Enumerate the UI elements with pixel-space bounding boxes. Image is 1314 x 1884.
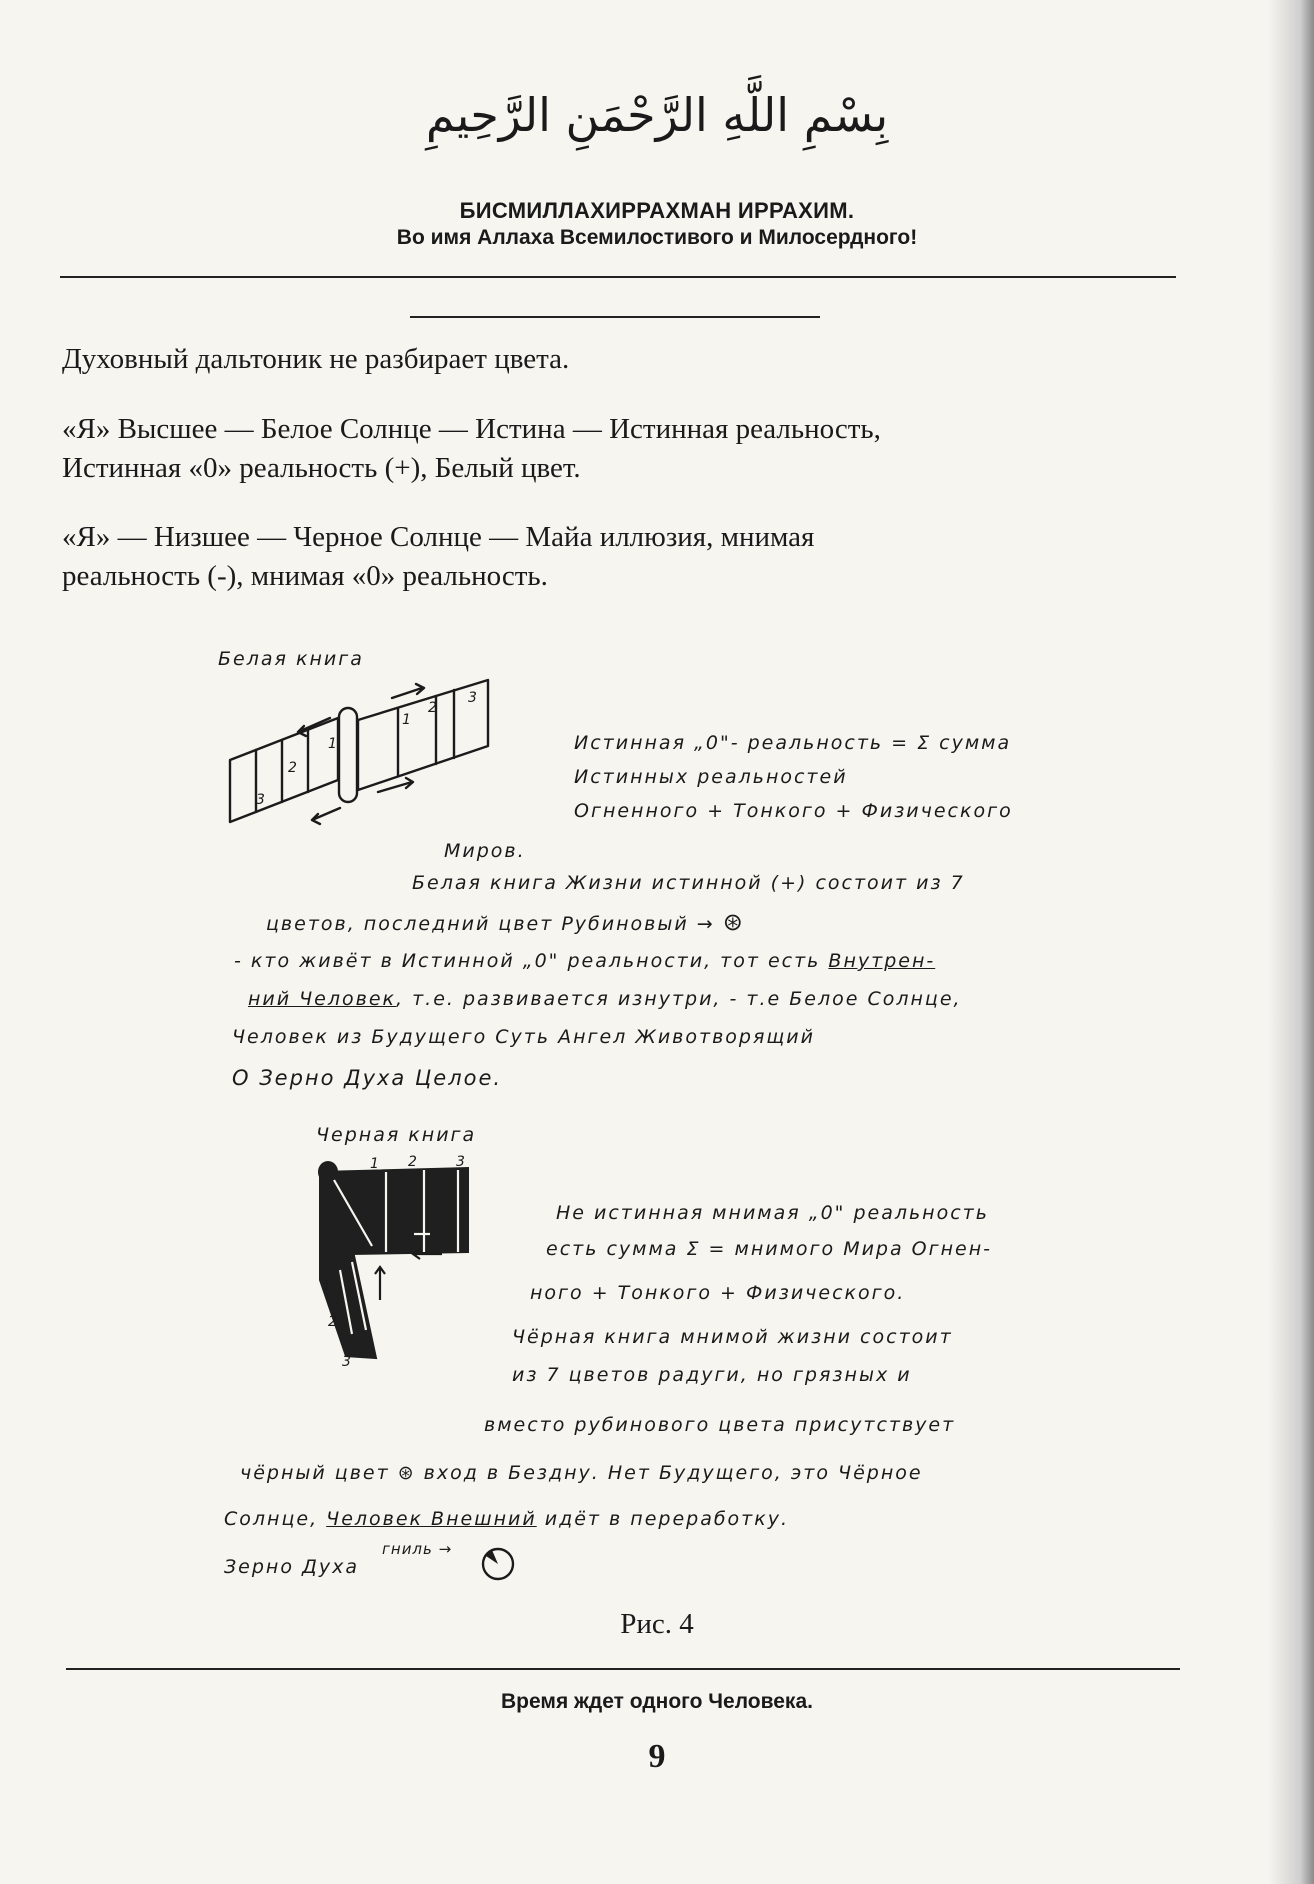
paragraph-3-line-2: реальность (-), мнимая «0» реальность. <box>62 560 548 592</box>
black-book-line-8-end: идёт в переработку. <box>536 1508 790 1530</box>
white-book-line-9: Человек из Будущего Суть Ангел Животворящий <box>232 1026 815 1048</box>
black-book-line-3: ного + Тонкого + Физического. <box>530 1282 906 1304</box>
rotten-seed-icon <box>478 1544 518 1584</box>
white-book-line-7-text: - кто живёт в Истинной „0" реальности, тот есть <box>234 950 829 972</box>
paragraph-3-line-1: «Я» — Низшее — Черное Солнце — Майа иллюзия, мнимая <box>62 521 815 553</box>
paragraph-2-line-1: «Я» Высшее — Белое Солнце — Истина — Истинная реальность, <box>62 413 881 445</box>
white-book-line-7-underlined: Внутрен- <box>828 950 936 972</box>
black-book-line-8 <box>224 1508 789 1530</box>
black-book-page-1-side: 1 <box>322 1278 331 1294</box>
white-book-line-10: О Зерно Духа Целое. <box>232 1066 503 1090</box>
header-title: БИСМИЛЛАХИРРАХМАН ИРРАХИМ. <box>459 198 855 223</box>
rot-label: гниль → <box>382 1540 453 1558</box>
black-book-page-3-side: 3 <box>342 1354 351 1370</box>
ruby-wheel-icon: ⊛ <box>722 908 745 936</box>
black-book-page-1-top: 1 <box>370 1156 379 1172</box>
white-book-page-3-left: 3 <box>256 792 265 808</box>
black-book-line-1: Не истинная мнимая „0" реальность <box>556 1202 989 1224</box>
white-book-page-2-right: 2 <box>428 700 437 716</box>
white-book-page-1-right: 1 <box>402 712 411 728</box>
black-book-page-3-top: 3 <box>456 1154 465 1170</box>
inner-man-underlined: ний Человек <box>248 988 397 1010</box>
black-book-page-2-top: 2 <box>408 1154 417 1170</box>
white-book-line-8-text: , т.е. развивается изнутри, - т.е Белое Солнце, <box>396 988 962 1010</box>
page-number: 9 <box>648 1738 666 1775</box>
white-book-title: Белая книга <box>218 648 364 670</box>
footer-rule <box>66 1668 1180 1670</box>
white-book-page-2-left: 2 <box>288 760 297 776</box>
basmala-calligraphy: بِسْمِ اللَّهِ الرَّحْمَنِ الرَّحِيمِ <box>425 88 889 142</box>
white-book-page-1-left: 1 <box>328 736 337 752</box>
black-book-line-9: Зерно Духа <box>224 1556 359 1578</box>
black-book-line-7: чёрный цвет ⊛ вход в Бездну. Нет Будущего, это Чёрное <box>240 1462 923 1484</box>
white-book-line-6-text: цветов, последний цвет Рубиновый → <box>266 913 715 935</box>
black-book-line-4: Чёрная книга мнимой жизни состоит <box>512 1326 953 1348</box>
paragraph-2-line-2: Истинная «0» реальность (+), Белый цвет. <box>62 452 581 484</box>
white-book-page-3-right: 3 <box>468 690 477 706</box>
white-book-line-1: Истинная „0"- реальность = Σ сумма <box>574 732 1012 754</box>
black-book-line-2: есть сумма Σ = мнимого Мира Огнен- <box>546 1238 993 1260</box>
outer-man-underlined: Человек Внешний <box>326 1508 537 1530</box>
footer-motto: Время ждет одного Человека. <box>501 1690 813 1713</box>
black-book-line-6: вместо рубинового цвета присутствует <box>484 1414 956 1436</box>
white-book-line-5: Белая книга Жизни истинной (+) состоит из 7 <box>412 872 965 894</box>
figure-caption: Рис. 4 <box>620 1608 694 1640</box>
white-book-line-4: Миров. <box>444 840 526 862</box>
black-book-title: Черная книга <box>316 1124 477 1146</box>
paragraph-1: Духовный дальтоник не разбирает цвета. <box>62 343 570 375</box>
black-book-line-5: из 7 цветов радуги, но грязных и <box>512 1364 912 1386</box>
white-book-line-3: Огненного + Тонкого + Физического <box>574 800 1013 822</box>
white-book-line-2: Истинных реальностей <box>574 766 848 788</box>
black-book-page-2-side: 2 <box>328 1314 337 1330</box>
header-subtitle: Во имя Аллаха Всемилостивого и Милосердного! <box>396 226 918 249</box>
black-book-line-8-text: Солнце, <box>224 1508 327 1530</box>
